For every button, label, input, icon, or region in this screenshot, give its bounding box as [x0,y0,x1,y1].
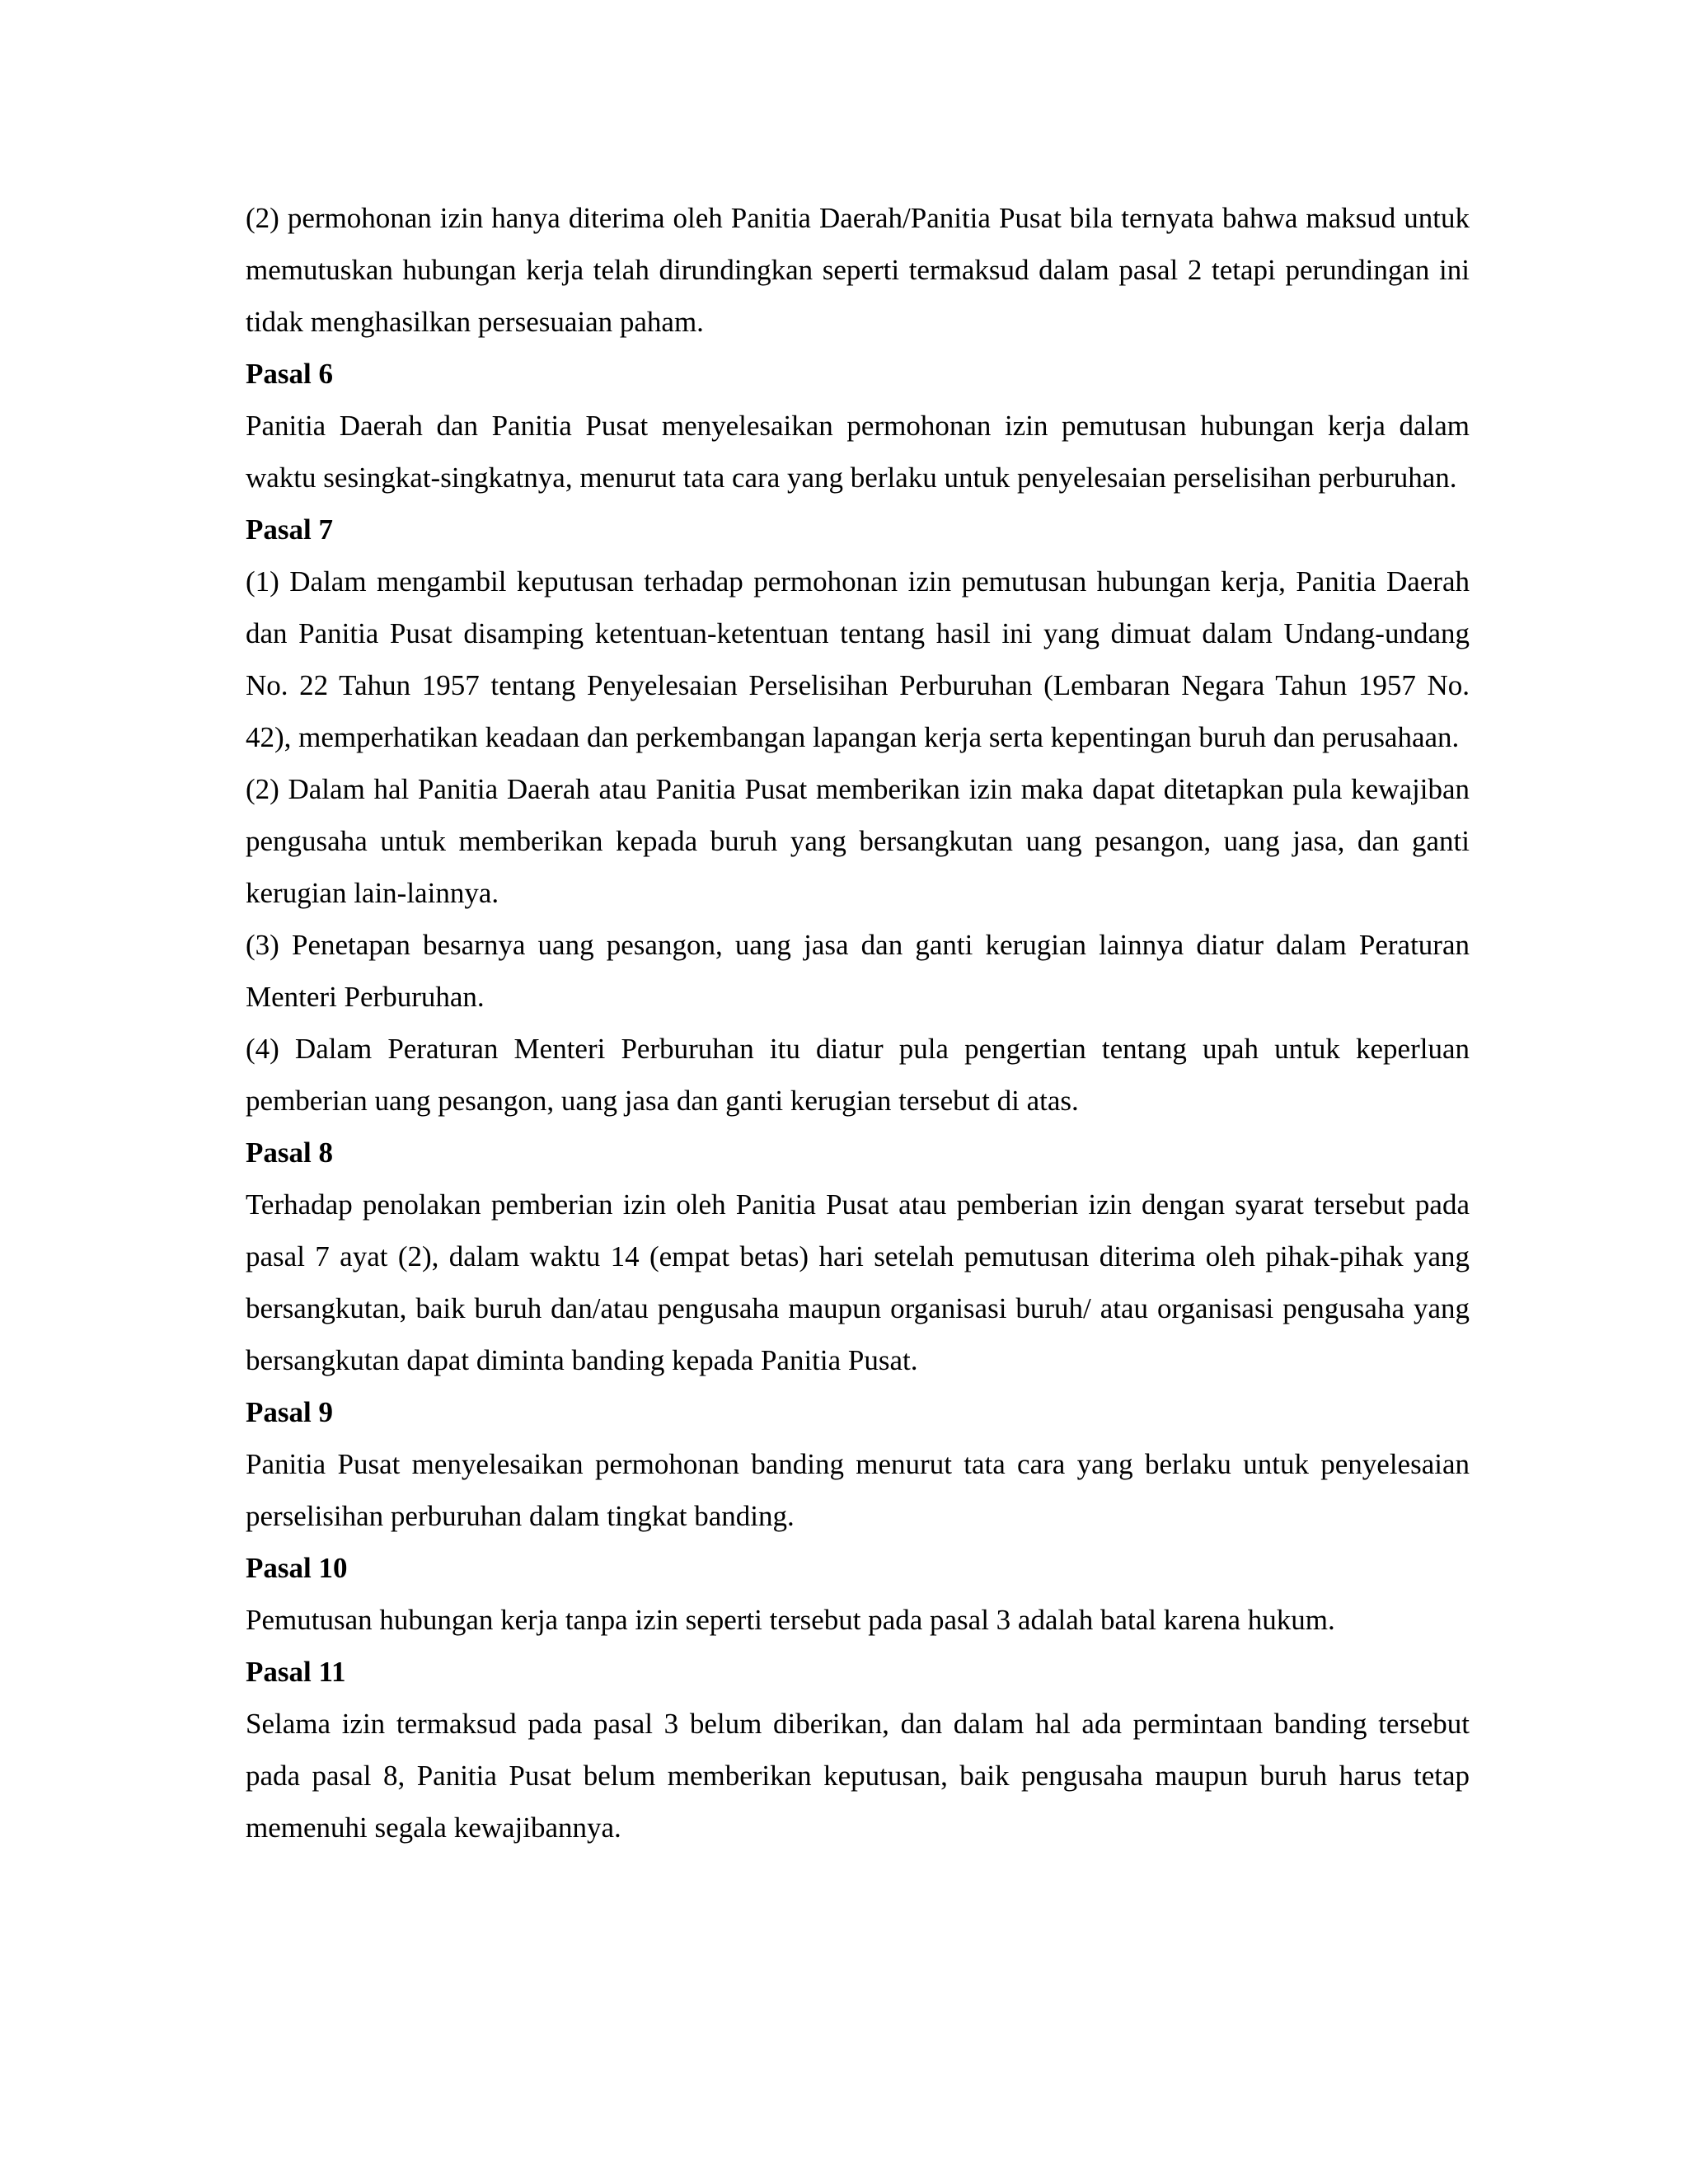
pasal-7-ayat-3: (3) Penetapan besarnya uang pesangon, uang jasa dan ganti kerugian lainnya diatur dalam Peraturan Menteri Perburuhan. [246,929,1470,1013]
pasal-11-text: Selama izin termaksud pada pasal 3 belum diberikan, dan dalam hal ada permintaan banding tersebut pada pasal 8, Panitia Pusat belum memberikan keputusan, baik pengusaha maupun buruh harus tetap memenuhi segala kewajibannya. [246,1708,1470,1844]
pasal-7-heading: Pasal 7 [246,513,333,546]
document-page [246,192,1470,1854]
pasal-7-ayat-2: (2) Dalam hal Panitia Daerah atau Panitia Pusat memberikan izin maka dapat ditetapkan pula kewajiban pengusaha untuk memberikan kepada buruh yang bersangkutan uang pesangon, uang jasa, dan ganti kerugian lain-lainnya. [246,773,1470,909]
pasal-6-text: Panitia Daerah dan Panitia Pusat menyelesaikan permohonan izin pemutusan hubungan kerja dalam waktu sesingkat-singkatnya, menurut tata cara yang berlaku untuk penyelesaian perselisihan perburuhan. [246,410,1470,494]
pasal-11-heading: Pasal 11 [246,1656,346,1688]
pasal-8-text: Terhadap penolakan pemberian izin oleh Panitia Pusat atau pemberian izin dengan syarat tersebut pada pasal 7 ayat (2), dalam waktu 14 (empat betas) hari setelah pemutusan diterima oleh pihak-pihak yang bersangkutan, baik buruh dan/atau pengusaha maupun organisasi buruh/ atau organisasi pengusaha yang bersangkutan dapat diminta banding kepada Panitia Pusat. [246,1188,1470,1376]
pasal-10-text: Pemutusan hubungan kerja tanpa izin seperti tersebut pada pasal 3 adalah batal karena hukum. [246,1604,1335,1636]
pasal-9-heading: Pasal 9 [246,1396,333,1428]
pasal-7-ayat-1: (1) Dalam mengambil keputusan terhadap permohonan izin pemutusan hubungan kerja, Panitia Daerah dan Panitia Pusat disamping ketentuan-ketentuan tentang hasil ini yang dimuat dalam Undang-undang No. 22 Tahun 1957 tentang Penyelesaian Perselisihan Perburuhan (Lembaran Negara Tahun 1957 No. 42), memperhatikan keadaan dan perkembangan lapangan kerja serta kepentingan buruh dan perusahaan. [246,565,1470,753]
pasal-8-heading: Pasal 8 [246,1137,333,1169]
pasal-5-ayat-2: (2) permohonan izin hanya diterima oleh Panitia Daerah/Panitia Pusat bila ternyata bahwa maksud untuk memutuskan hubungan kerja telah dirundingkan seperti termaksud dalam pasal 2 tetapi perundingan ini tidak menghasilkan persesuaian paham. [246,202,1470,338]
pasal-6-heading: Pasal 6 [246,358,333,390]
pasal-10-heading: Pasal 10 [246,1552,348,1584]
pasal-7-ayat-4: (4) Dalam Peraturan Menteri Perburuhan itu diatur pula pengertian tentang upah untuk keperluan pemberian uang pesangon, uang jasa dan ganti kerugian tersebut di atas. [246,1033,1470,1117]
pasal-9-text: Panitia Pusat menyelesaikan permohonan banding menurut tata cara yang berlaku untuk penyelesaian perselisihan perburuhan dalam tingkat banding. [246,1448,1470,1532]
